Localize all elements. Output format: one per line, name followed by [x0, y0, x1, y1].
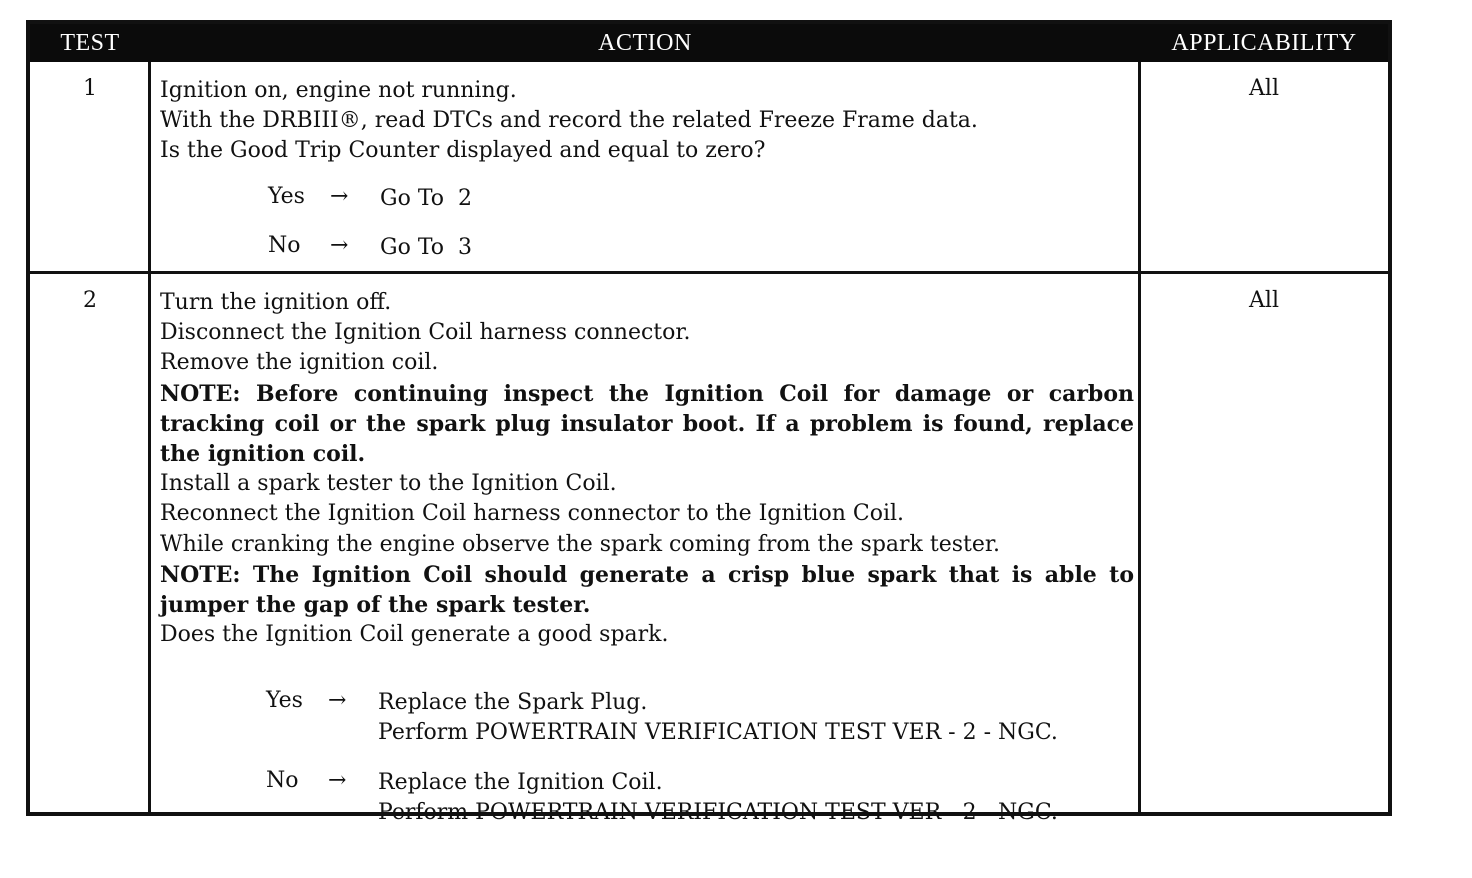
result-line: Go To 2: [380, 186, 473, 211]
result-line: Go To 3: [380, 235, 473, 260]
action-line: Install a spark tester to the Ignition Coil.: [160, 471, 617, 497]
header-test: TEST: [60, 30, 120, 56]
arrow-right-icon: →: [328, 768, 347, 793]
header-applicability: APPLICABILITY: [1171, 30, 1357, 56]
table-row-test-2: [30, 274, 1388, 825]
applicability-value: All: [1249, 76, 1279, 101]
yes-label: Yes: [268, 184, 305, 209]
diagnostic-table: [26, 20, 1392, 825]
arrow-right-icon: →: [330, 184, 349, 209]
arrow-right-icon: →: [330, 233, 349, 258]
header-action: ACTION: [598, 30, 692, 56]
no-label: No: [268, 233, 301, 258]
action-line: Is the Good Trip Counter displayed and equal to zero?: [160, 138, 766, 164]
applicability-value: All: [1249, 288, 1279, 313]
action-line: Remove the ignition coil.: [160, 350, 439, 376]
yes-result: [378, 688, 1058, 748]
action-cell: [160, 288, 1140, 650]
table-row-test-1: [30, 62, 1388, 271]
action-cell: [160, 76, 1140, 167]
action-line: Ignition on, engine not running.: [160, 78, 517, 103]
table-header: [30, 24, 1388, 62]
note-text: NOTE: Before continuing inspect the Ignition Coil for damage or carbon tracking coil or the spark plug insulator boot. If a problem is found, replace the ignition coil.: [160, 380, 1134, 467]
action-line: Turn the ignition off.: [160, 290, 392, 315]
arrow-right-icon: →: [328, 688, 347, 713]
result-line: Replace the Ignition Coil.: [378, 770, 663, 795]
no-result: [380, 233, 472, 263]
yes-label: Yes: [266, 688, 303, 713]
result-line: Perform POWERTRAIN VERIFICATION TEST VER - 2 - NGC.: [378, 800, 1058, 825]
action-question: Does the Ignition Coil generate a good spark.: [160, 622, 669, 648]
no-label: No: [266, 768, 299, 793]
test-number: 2: [83, 288, 97, 313]
test-number: 1: [83, 76, 97, 101]
action-line: While cranking the engine observe the spark coming from the spark tester.: [160, 531, 1000, 557]
action-line: Disconnect the Ignition Coil harness connector.: [160, 320, 691, 346]
yes-result: [380, 184, 472, 214]
action-line: Reconnect the Ignition Coil harness connector to the Ignition Coil.: [160, 501, 905, 527]
no-result: [378, 768, 1058, 828]
action-line: With the DRBIII®, read DTCs and record the related Freeze Frame data.: [160, 108, 978, 134]
result-line: Perform POWERTRAIN VERIFICATION TEST VER - 2 - NGC.: [378, 720, 1058, 745]
result-line: Replace the Spark Plug.: [378, 690, 648, 715]
note-text: NOTE: The Ignition Coil should generate a crisp blue spark that is able to jumper the gap of the spark tester.: [160, 561, 1134, 618]
